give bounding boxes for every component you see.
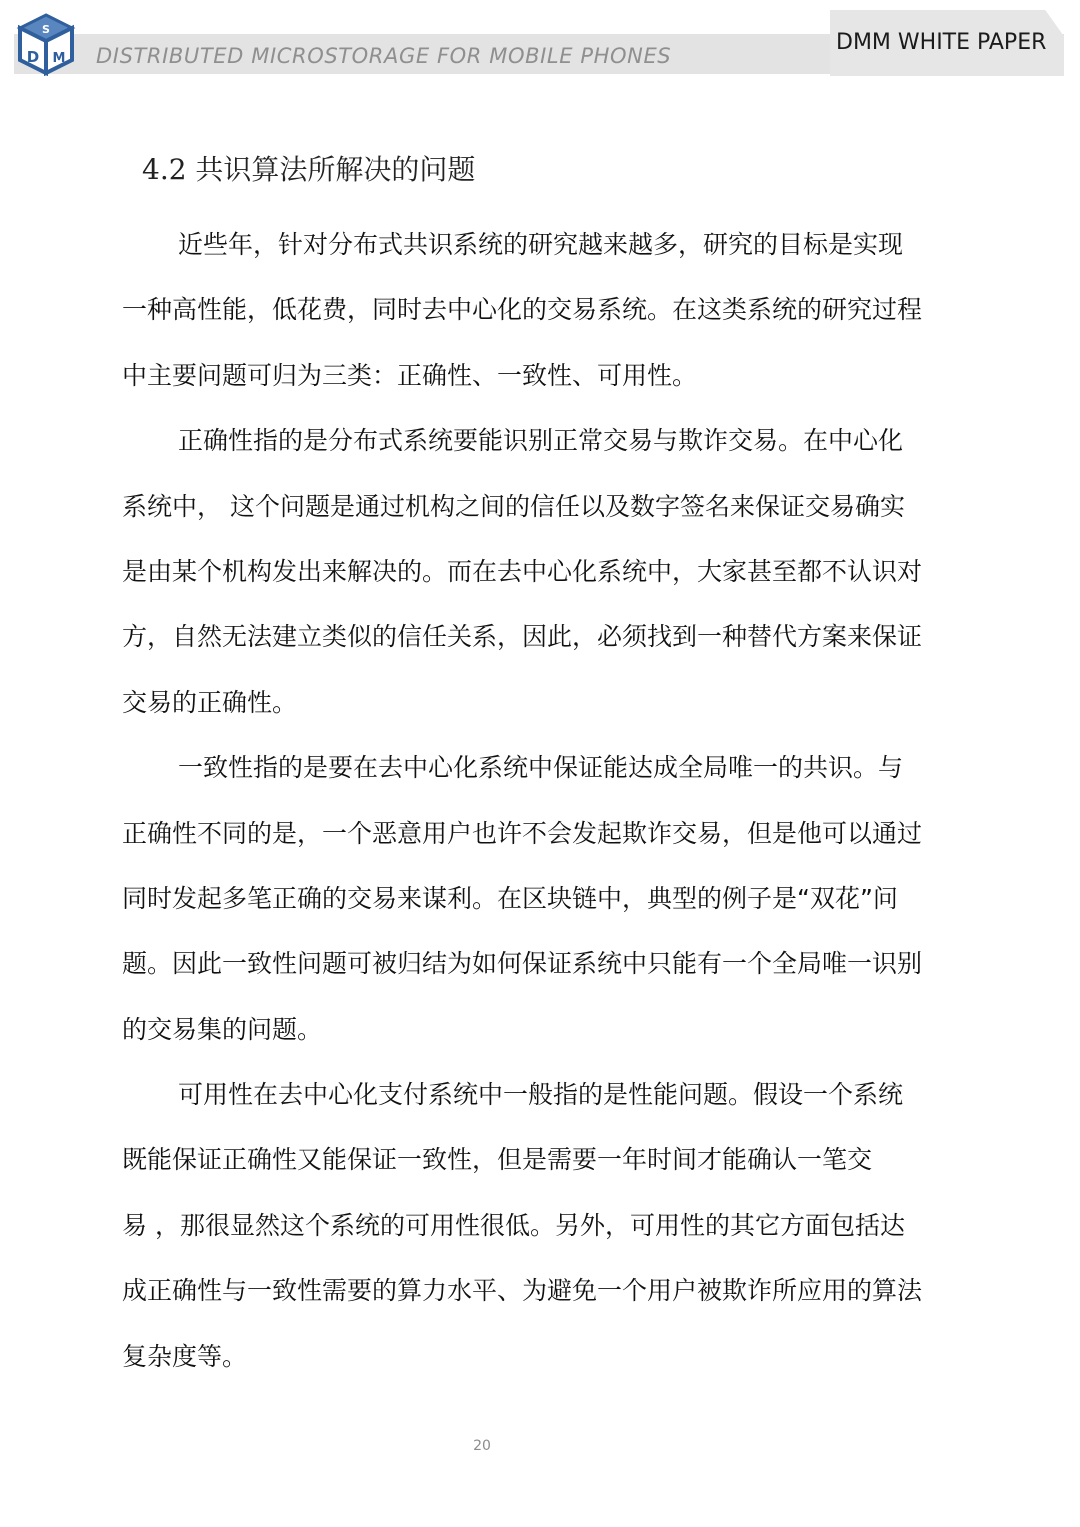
paragraph-line: 一致性指的是要在去中心化系统中保证能达成全局唯一的共识。与 — [178, 753, 904, 783]
paragraph-line: 近些年，针对分布式共识系统的研究越来越多，研究的目标是实现 — [178, 230, 904, 259]
page-number: 20 — [473, 1438, 491, 1454]
paragraph-line: 可用性在去中心化支付系统中一般指的是性能问题。假设一个系统 — [178, 1080, 904, 1110]
header-subtitle: DISTRIBUTED MICROSTORAGE FOR MOBILE PHONES — [96, 44, 672, 68]
paragraph-line: 正确性指的是分布式系统要能识别正常交易与欺诈交易。在中心化 — [178, 426, 904, 456]
paragraph-line: 中主要问题可归为三类：正确性、一致性、可用性。 — [122, 360, 698, 390]
paragraph-line: 复杂度等。 — [122, 1341, 248, 1371]
paragraph-line: 正确性不同的是，一个恶意用户也许不会发起欺诈交易，但是他可以通过 — [122, 818, 923, 848]
body-text — [122, 212, 937, 1389]
section-heading: 4.2 共识算法所解决的问题 — [142, 153, 476, 186]
paragraph-line: 成正确性与一致性需要的算力水平、为避免一个用户被欺诈所应用的算法 — [122, 1276, 923, 1306]
dmm-logo-cube-icon — [16, 12, 76, 76]
paragraph-line: 交易的正确性。 — [122, 687, 298, 717]
logo-letter-top: S — [42, 23, 50, 36]
logo-letter-left: D — [26, 48, 40, 66]
paragraph-line: 易 ，那很显然这个系统的可用性很低。另外，可用性的其它方面包括达 — [122, 1210, 905, 1240]
paragraph-line: 系统中， 这个问题是通过机构之间的信任以及数字签名来保证交易确实 — [122, 491, 905, 521]
paragraph-line: 是由某个机构发出来解决的。而在去中心化系统中，大家甚至都不认识对 — [122, 556, 923, 586]
paragraph-line: 一种高性能，低花费，同时去中心化的交易系统。在这类系统的研究过程 — [122, 295, 923, 325]
paragraph-line: 的交易集的问题。 — [122, 1014, 323, 1044]
header-label: DMM WHITE PAPER — [836, 30, 1047, 55]
paragraph-line: 同时发起多笔正确的交易来谋利。在区块链中，典型的例子是“双花”问 — [122, 883, 898, 913]
paragraph-line: 既能保证正确性又能保证一致性，但是需要一年时间才能确认一笔交 — [122, 1145, 873, 1175]
paragraph-line: 方，自然无法建立类似的信任关系，因此，必须找到一种替代方案来保证 — [122, 622, 923, 652]
logo-letter-right: M — [52, 51, 66, 66]
paragraph-line: 题。因此一致性问题可被归结为如何保证系统中只能有一个全局唯一识别 — [122, 949, 923, 979]
